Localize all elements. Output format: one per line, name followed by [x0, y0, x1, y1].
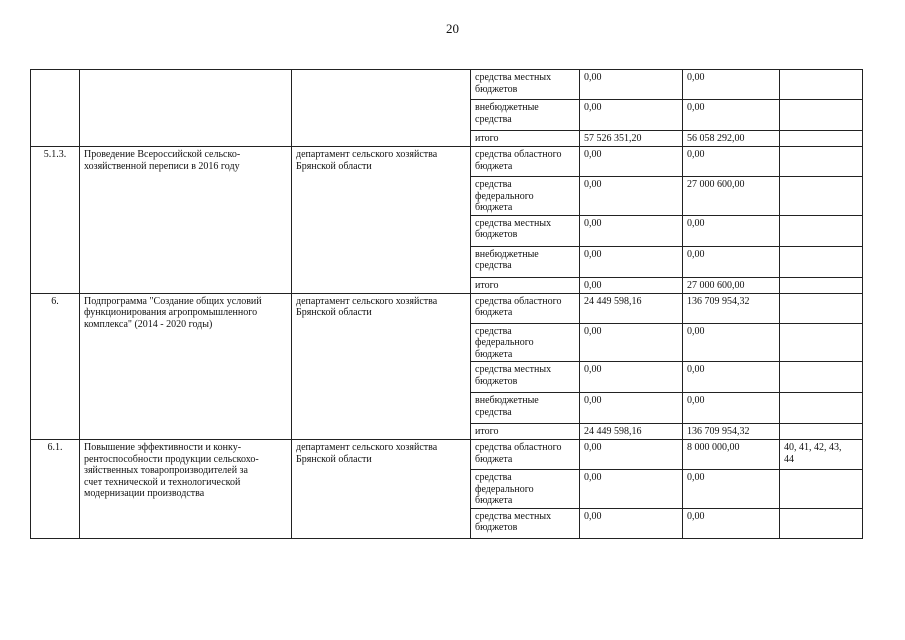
- amount-cell: 27 000 600,00: [683, 177, 780, 216]
- name-cell: [80, 70, 292, 147]
- amount-cell: 24 449 598,16: [580, 424, 683, 440]
- source-label: средства местных бюджетов: [471, 508, 580, 538]
- name-cell: Проведение Всероссийской сельско- хозяйственной переписи в 2016 году: [80, 147, 292, 294]
- table-row: [31, 147, 863, 177]
- amount-cell: 0,00: [580, 277, 683, 293]
- num-cell: 6.1.: [31, 440, 80, 539]
- indicator-cell: [780, 100, 863, 131]
- source-label: средства федерального бюджета: [471, 470, 580, 509]
- amount-cell: 0,00: [580, 147, 683, 177]
- source-label: средства местных бюджетов: [471, 362, 580, 393]
- amount-cell: 56 058 292,00: [683, 131, 780, 147]
- amount-cell: 0,00: [580, 100, 683, 131]
- indicator-cell: [780, 277, 863, 293]
- amount-cell: 0,00: [580, 440, 683, 470]
- source-label: средства областного бюджета: [471, 293, 580, 323]
- table-row: [31, 293, 863, 323]
- amount-cell: 0,00: [683, 508, 780, 538]
- indicator-cell: [780, 323, 863, 362]
- source-label: средства федерального бюджета: [471, 323, 580, 362]
- amount-cell: 136 709 954,32: [683, 424, 780, 440]
- source-label: внебюджетные средства: [471, 246, 580, 277]
- indicator-cell: 40, 41, 42, 43, 44: [780, 440, 863, 470]
- table-row: [31, 70, 863, 100]
- amount-cell: 0,00: [580, 508, 683, 538]
- amount-cell: 0,00: [683, 246, 780, 277]
- amount-cell: 0,00: [580, 177, 683, 216]
- num-cell: 6.: [31, 293, 80, 440]
- source-label: средства местных бюджетов: [471, 70, 580, 100]
- amount-cell: 0,00: [580, 246, 683, 277]
- source-label: средства местных бюджетов: [471, 215, 580, 246]
- amount-cell: 0,00: [683, 323, 780, 362]
- source-label: средства федерального бюджета: [471, 177, 580, 216]
- amount-cell: 57 526 351,20: [580, 131, 683, 147]
- name-cell: Повышение эффективности и конку- рентоспособности продукции сельскохо- зяйственных товаропроизводителей за счет технической и технологической модернизации производства: [80, 440, 292, 539]
- indicator-cell: [780, 393, 863, 424]
- amount-cell: 27 000 600,00: [683, 277, 780, 293]
- amount-cell: 0,00: [683, 70, 780, 100]
- indicator-cell: [780, 362, 863, 393]
- executor-cell: департамент сельского хозяйства Брянской области: [292, 440, 471, 539]
- indicator-cell: [780, 177, 863, 216]
- source-label: средства областного бюджета: [471, 440, 580, 470]
- amount-cell: 0,00: [580, 70, 683, 100]
- amount-cell: 0,00: [580, 215, 683, 246]
- amount-cell: 136 709 954,32: [683, 293, 780, 323]
- source-label: внебюджетные средства: [471, 100, 580, 131]
- source-label: средства областного бюджета: [471, 147, 580, 177]
- amount-cell: 0,00: [580, 323, 683, 362]
- executor-cell: департамент сельского хозяйства Брянской области: [292, 147, 471, 294]
- amount-cell: 0,00: [683, 393, 780, 424]
- indicator-cell: [780, 70, 863, 100]
- amount-cell: 0,00: [580, 362, 683, 393]
- indicator-cell: [780, 470, 863, 509]
- amount-cell: 0,00: [683, 215, 780, 246]
- amount-cell: 0,00: [580, 393, 683, 424]
- page-number: 20: [446, 21, 459, 36]
- indicator-cell: [780, 293, 863, 323]
- amount-cell: 0,00: [683, 100, 780, 131]
- program-table: [30, 69, 863, 539]
- indicator-cell: [780, 246, 863, 277]
- indicator-cell: [780, 131, 863, 147]
- source-label: итого: [471, 131, 580, 147]
- executor-cell: [292, 70, 471, 147]
- amount-cell: 0,00: [683, 362, 780, 393]
- num-cell: 5.1.3.: [31, 147, 80, 294]
- indicator-cell: [780, 508, 863, 538]
- table-row: [31, 440, 863, 470]
- indicator-cell: [780, 424, 863, 440]
- amount-cell: 8 000 000,00: [683, 440, 780, 470]
- amount-cell: 24 449 598,16: [580, 293, 683, 323]
- amount-cell: 0,00: [683, 470, 780, 509]
- amount-cell: 0,00: [683, 147, 780, 177]
- executor-cell: департамент сельского хозяйства Брянской области: [292, 293, 471, 440]
- indicator-cell: [780, 147, 863, 177]
- amount-cell: 0,00: [580, 470, 683, 509]
- source-label: итого: [471, 277, 580, 293]
- indicator-cell: [780, 215, 863, 246]
- num-cell: [31, 70, 80, 147]
- source-label: внебюджетные средства: [471, 393, 580, 424]
- name-cell: Подпрограмма "Создание общих условий функционирования агропромышленного комплекса" (2014 - 2020 годы): [80, 293, 292, 440]
- source-label: итого: [471, 424, 580, 440]
